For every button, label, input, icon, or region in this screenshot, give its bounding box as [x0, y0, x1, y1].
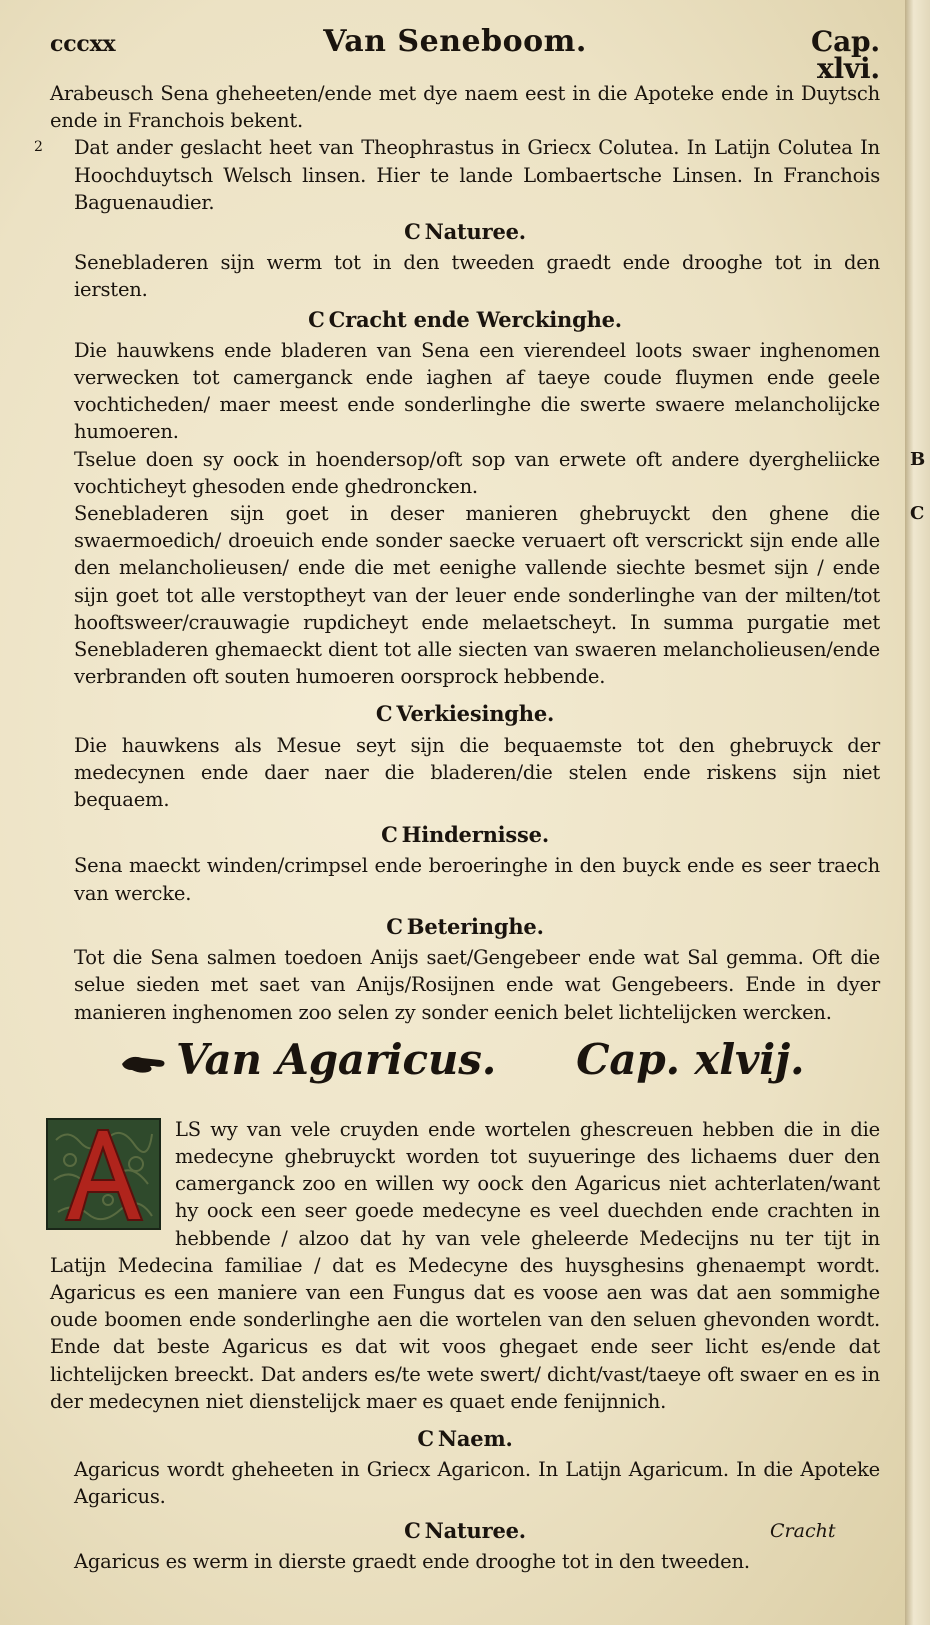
pointing-hand-icon	[120, 1050, 168, 1078]
senna-verkiesinghe: Die hauwkens als Mesue seyt sijn die bequaemste tot den ghebruyck der medecynen ende daer naer die bladeren/die stelen ende riskens sijn niet bequaem.	[74, 733, 880, 812]
pilcrow-icon: C	[375, 701, 393, 727]
chapter-title-text: Van Agaricus.	[176, 1034, 497, 1084]
pilcrow-icon: C	[404, 1517, 421, 1543]
heading-cracht	[50, 306, 880, 333]
chapter-number: Cap. xlvij.	[576, 1034, 805, 1084]
pilcrow-icon: C	[404, 219, 421, 245]
agaricus-naem: Agaricus wordt gheheeten in Griecx Agaricon. In Latijn Agaricum. In die Apoteke Agaricus.	[74, 1458, 880, 1509]
pilcrow-icon: C	[381, 822, 398, 848]
heading-beteringhe-text: Beteringhe.	[406, 913, 544, 939]
agaricus-intro-block	[50, 1116, 880, 1415]
chapter-title	[120, 1034, 880, 1106]
pilcrow-icon: C	[386, 913, 403, 939]
heading-beteringhe	[50, 913, 880, 940]
senna-cracht-1: Die hauwkens ende bladeren van Sena een vierendeel loots swaer inghenomen verwecken tot camerganck ende iaghen af taeye coude fluymen ende geele vochticheden/ maer meest ende sonderlinghe die swerte swaere melancholijcke humoeren.	[74, 338, 880, 444]
heading-naturee-text: Naturee.	[424, 219, 526, 245]
heading-naturee	[50, 218, 880, 245]
senna-cracht-3	[50, 500, 925, 690]
senna-intro: Arabeusch Sena gheheeten/ende met dye naem eest in die Apoteke ende in Duytsch ende in Franchois bekent.	[50, 82, 880, 133]
heading-verkiesinghe	[50, 700, 880, 727]
agaricus-naturee: Agaricus es werm in dierste graedt ende drooghe tot in den tweeden.	[74, 1549, 750, 1573]
marginal-letter-b: B	[910, 448, 926, 470]
heading-naem-text: Naem.	[437, 1425, 513, 1451]
heading-hindernisse-text: Hindernisse.	[401, 822, 549, 848]
running-title: Van Seneboom.	[323, 24, 587, 59]
senna-cracht-3-text: Senebladeren sijn goet in deser manieren ghebruyckt den ghene die swaermoedich/ droeuich ende sonder saecke veruaert oft verscrickt sijn ende alle den melancholieusen/ ende die met eenighe vallende siechte besmet sijn / ende sijn goet tot alle verstoptheyt van der leuer ende sonderlinghe van der milten/tot hooftsweer/crauwagie rupdicheyt ende melaetscheyt. In summa purgatie met Senebladeren ghemaeckt dient tot alle siecten van swaeren melancholieusen/ende verbranden oft souten humoeren oorsprock hebbende.	[74, 502, 880, 689]
senna-second-kind	[34, 134, 880, 216]
marginal-number: 2	[34, 139, 43, 156]
heading-agaricus-naturee	[50, 1517, 880, 1544]
senna-cracht-2	[50, 446, 926, 500]
marginal-letter-c: C	[910, 503, 925, 525]
facing-page-edge	[905, 0, 930, 1625]
pilcrow-icon: C	[417, 1425, 434, 1451]
heading-agaricus-naturee-text: Naturee.	[424, 1517, 526, 1543]
heading-hindernisse	[50, 821, 880, 848]
senna-second-kind-text: Dat ander geslacht heet van Theophrastus in Griecx Colutea. In Latijn Colutea In Hoochduytsch Welsch linsen. Hier te lande Lombaertsche Linsen. In Franchois Baguenaudier.	[74, 136, 880, 214]
senna-hindernisse: Sena maeckt winden/crimpsel ende beroeringhe in den buyck ende es seer traech van wercke.	[74, 854, 880, 905]
page-content	[34, 24, 926, 1575]
heading-verkiesinghe-text: Verkiesinghe.	[396, 701, 555, 727]
catchword: Cracht	[770, 1520, 836, 1542]
chapter-reference: Cap. xlvi.	[811, 25, 880, 86]
heading-naem	[50, 1425, 880, 1452]
page-header	[50, 24, 880, 86]
agaricus-intro: LS wy van vele cruyden ende wortelen ghescreuen hebben die in die medecyne ghebruyckt worden tot suyueringe des lichaems duer den camerganck zoo en willen wy oock den Agaricus niet achterlaten/want hy oock een seer goede medecyne es veel duechden ende crachten in hebbende / alzoo dat hy van vele gheleerde Medecijns nu ter tijt in Latijn Medecina familiae / dat es Medecyne des huysghesins ghenaempt wordt. Agaricus es een maniere van een Fungus dat es voose aen was dat aen sommighe oude boomen ende sonderlinghe aen die wortelen van den seluen ghevonden wordt. Ende dat beste Agaricus es dat wit voos ghegaet ende seer licht es/ende dat lichtelijcken breeckt. Dat anders es/te wete swert/ dicht/vast/taeye oft swaer en es in der medecynen niet dienstelijck maer es quaet ende fenijnnich.	[50, 1117, 880, 1413]
senna-naturee: Senebladeren sijn werm tot in den tweeden graedt ende drooghe tot in den iersten.	[74, 251, 880, 302]
senna-cracht-2-text: Tselue doen sy oock in hoendersop/oft sop van erwete oft andere dyergheliicke vochticheyt ghesoden ende ghedroncken.	[74, 447, 880, 498]
senna-beteringhe: Tot die Sena salmen toedoen Anijs saet/Gengebeer ende wat Sal gemma. Oft die selue sieden met saet van Anijs/Rosijnen ende wat Gengebeers. Ende in dyer manieren inghenomen zoo selen zy sonder eenich belet lichtelijcken wercken.	[74, 946, 880, 1024]
pilcrow-icon: C	[308, 306, 325, 332]
heading-cracht-text: Cracht ende Werckinghe.	[328, 306, 622, 332]
folio-number: cccxx	[50, 31, 116, 57]
